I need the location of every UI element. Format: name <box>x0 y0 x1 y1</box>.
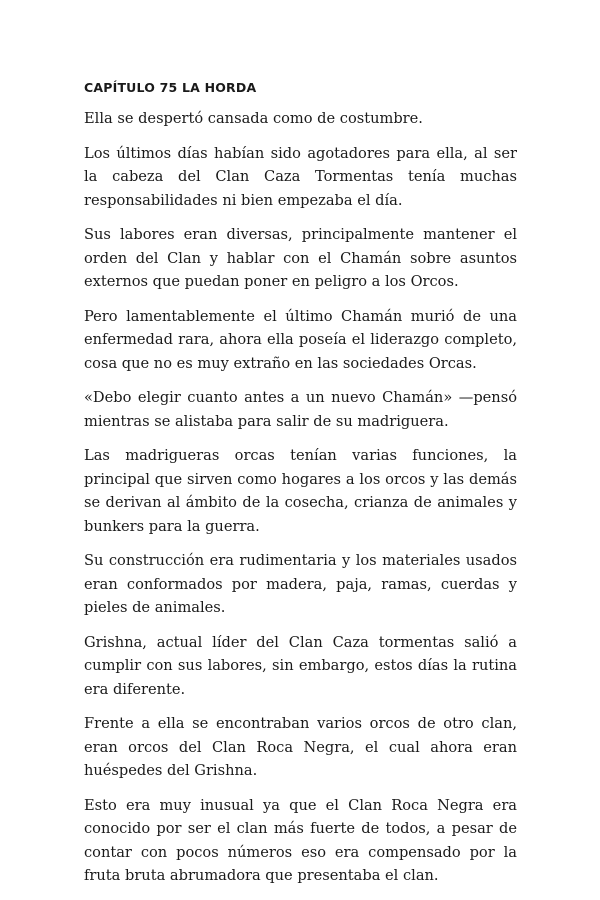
book-page <box>84 80 517 899</box>
paragraph: Frente a ella se encontraban varios orcos de otro clan, eran orcos del Clan Roca Negra, el cual ahora eran huéspedes del Grishna. <box>84 715 517 779</box>
paragraph: Ella se despertó cansada como de costumbre. <box>84 110 423 127</box>
paragraph: Pero lamentablemente el último Chamán murió de una enfermedad rara, ahora ella poseía el liderazgo completo, cosa que no es muy extraño en las sociedades Orcas. <box>84 307 517 372</box>
paragraph: «Debo elegir cuanto antes a un nuevo Chamán» —pensó mientras se alistaba para salir de su madriguera. <box>84 389 517 430</box>
paragraph: Sus labores eran diversas, principalmente mantener el orden del Clan y hablar con el Chamán sobre asuntos externos que puedan poner en peligro a los Orcos. <box>84 226 517 290</box>
chapter-title: CAPÍTULO 75 LA HORDA <box>84 80 257 95</box>
paragraph: Las madrigueras orcas tenían varias funciones, la principal que sirven como hogares a los orcos y las demás se derivan al ámbito de la cosecha, crianza de animales y bunkers para la guerra. <box>84 447 517 535</box>
paragraph: Grishna, actual líder del Clan Caza tormentas salió a cumplir con sus labores, sin embargo, estos días la rutina era diferente. <box>84 633 517 698</box>
paragraph: Esto era muy inusual ya que el Clan Roca Negra era conocido por ser el clan más fuerte de todos, a pesar de contar con pocos números eso era compensado por la fruta bruta abrumadora que presentaba el clan. <box>84 796 517 884</box>
paragraph: Su construcción era rudimentaria y los materiales usados eran conformados por madera, paja, ramas, cuerdas y pieles de animales. <box>84 552 517 616</box>
paragraph: Los últimos días habían sido agotadores para ella, al ser la cabeza del Clan Caza Tormentas tenía muchas responsabilidades ni bien empezaba el día. <box>84 144 517 209</box>
